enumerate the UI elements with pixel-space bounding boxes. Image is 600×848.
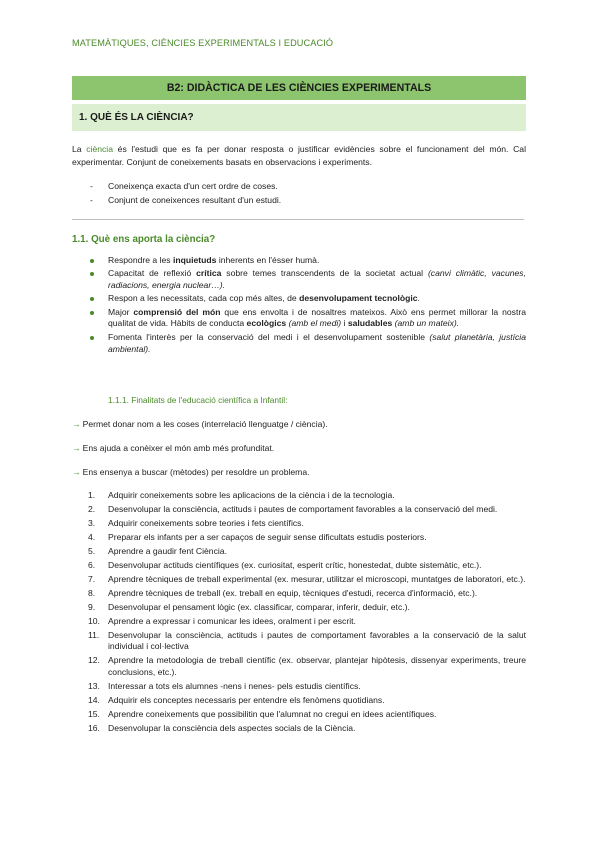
definition-list [90, 180, 281, 207]
goal-item: 3. Adquirir coneixements sobre teories i fets científics. [88, 517, 304, 528]
goal-item: 9. Desenvolupar el pensament lògic (ex. classificar, comparar, inferir, deduir, etc.). [88, 601, 410, 612]
contributions-list [90, 255, 526, 357]
block-title-banner: B2: DIDÀCTICA DE LES CIÈNCIES EXPERIMENTALS [72, 76, 526, 100]
goal-item: 8. Aprendre tècniques de treball (ex. treball en equip, tècniques d'estudi, recerca d'informació, etc.). [88, 587, 478, 598]
goal-item: 14. Adquirir els conceptes necessaris per entendre els fenòmens quotidians. [88, 694, 385, 705]
list-item: Respondre a les inquietuds inherents en l'ésser humà. [90, 255, 526, 267]
list-item: Major comprensió del món que ens envolta i de nosaltres mateixos. Això ens permet millorar la nostra qualitat de vida. Hàbits de conducta ecològics (amb el medi) i saludables (amb un mateix). [90, 307, 526, 331]
intro-prefix: La [72, 144, 82, 154]
definition-item: - Coneixença exacta d'un cert ordre de coses. [90, 180, 281, 194]
section-1-title: 1. QUÈ ÉS LA CIÈNCIA? [72, 104, 526, 131]
arrow-icon: → [72, 419, 81, 429]
section-1-1-title: 1.1. Què ens aporta la ciència? [72, 234, 216, 245]
arrow-icon: → [72, 467, 81, 477]
arrow-line: → Permet donar nom a les coses (interrelació llenguatge / ciència). [72, 419, 328, 429]
list-item: Fomenta l'interès per la conservació del medi i el desenvolupament sostenible (salut planetària, justícia ambiental). [90, 332, 526, 356]
section-divider [72, 219, 524, 220]
section-1-1-1-title: 1.1.1. Finalitats de l'educació científica a Infantil: [108, 395, 288, 405]
goal-item: 2. Desenvolupar la consciència, actituds i pautes de comportament favorables a la conservació del medi. [88, 503, 498, 514]
goal-item: 12. Aprendre la metodologia de treball científic (ex. observar, plantejar hipòtesis, dissenyar experiments, treure conclusions, etc.). [88, 655, 526, 678]
intro-paragraph [72, 143, 526, 168]
goal-item: 11. Desenvolupar la consciència, actituds i pautes de comportament favorables a la conservació de la salut individual i col·lectiva [88, 629, 526, 652]
running-header: MATEMÀTIQUES, CIÈNCIES EXPERIMENTALS I EDUCACIÓ [72, 38, 334, 48]
goal-item: 5. Aprendre a gaudir fent Ciència. [88, 545, 227, 556]
goal-item: 15. Aprendre coneixements que possibilitin que l'alumnat no cregui en idees acientífiques. [88, 708, 437, 719]
list-item: Respon a les necessitats, cada cop més altes, de desenvolupament tecnològic. [90, 293, 526, 305]
arrow-icon: → [72, 443, 81, 453]
goal-item: 7. Aprendre tècniques de treball experimental (ex. mesurar, utilitzar el microscopi, muntatges de laboratori, etc.). [88, 573, 526, 584]
intro-keyword: ciència [86, 144, 113, 154]
goals-list [90, 490, 526, 737]
goal-item: 4. Preparar els infants per a ser capaços de seguir sense dificultats estudis posteriors. [88, 531, 427, 542]
definition-item: - Conjunt de coneixences resultant d'un estudi. [90, 194, 281, 208]
goal-item: 6. Desenvolupar actituds científiques (ex. curiositat, esperit crític, honestedat, dubte sistemàtic, etc.). [88, 559, 482, 570]
goal-item: 13. Interessar a tots els alumnes -nens i nenes- pels estudis científics. [88, 681, 361, 691]
goal-item: 10. Aprendre a expressar i comunicar les idees, oralment i per escrit. [88, 615, 356, 626]
list-item: Capacitat de reflexió crítica sobre temes transcendents de la societat actual (canvi climàtic, vacunes, radiacions, energia nuclear…). [90, 268, 526, 292]
goal-item: 16. Desenvolupar la consciència dels aspectes socials de la Ciència. [88, 722, 356, 733]
arrow-line: → Ens ensenya a buscar (mètodes) per resoldre un problema. [72, 467, 310, 477]
intro-text: és l'estudi que es fa per donar resposta o justificar evidències sobre el funcionament del món. Cal experimentar. Conjunt de coneixements basats en observacions i experiments. [72, 144, 527, 167]
goal-item: 1. Adquirir coneixements sobre les aplicacions de la ciència i de la tecnologia. [88, 490, 395, 500]
arrow-line: → Ens ajuda a conèixer el món amb més profunditat. [72, 443, 275, 453]
